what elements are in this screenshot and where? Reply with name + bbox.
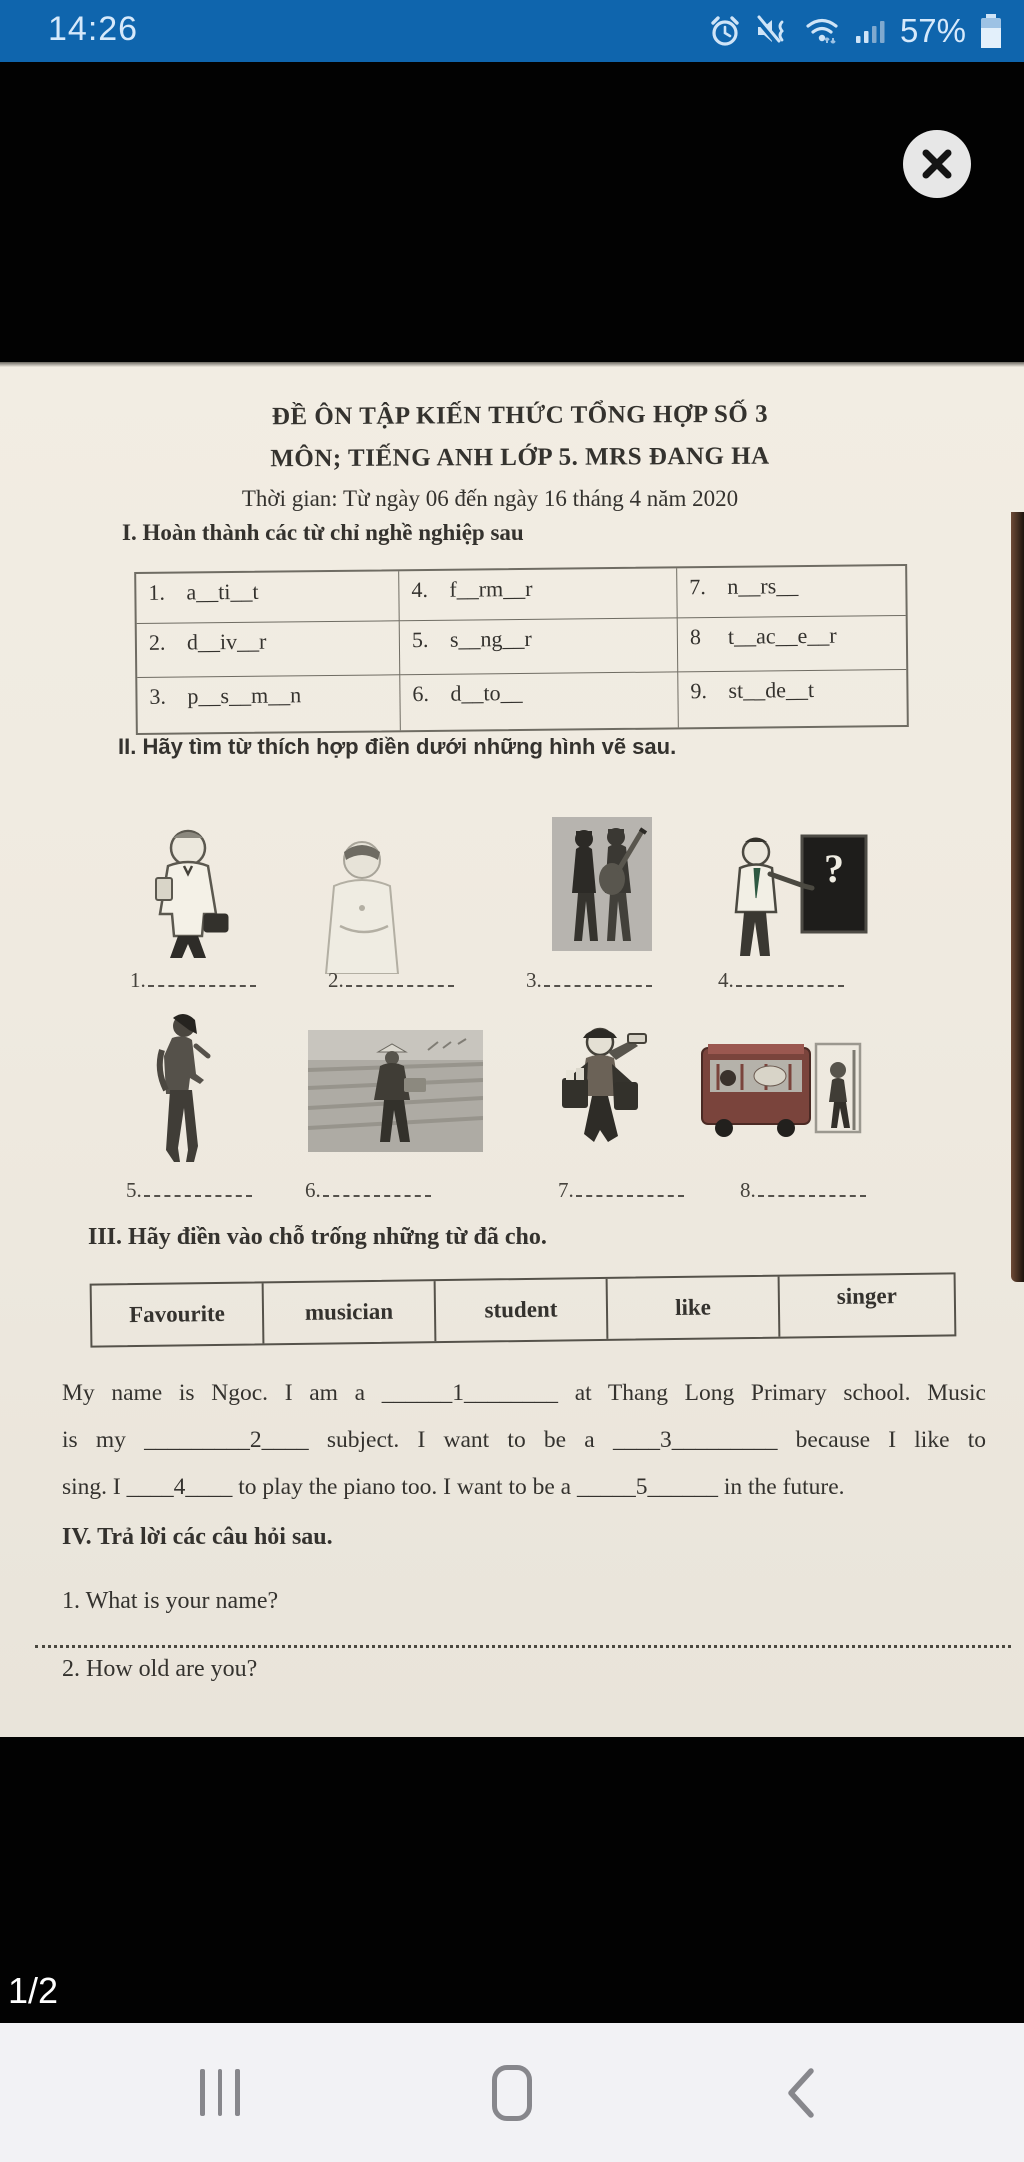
doc-time-line: Thời gian: Từ ngày 06 đến ngày 16 tháng 4 năm 2020 xyxy=(241,486,739,511)
musicians-image xyxy=(552,817,652,951)
photo-letterbox-top xyxy=(0,62,1024,362)
section1-heading: I. Hoàn thành các từ chỉ nghề nghiệp sau xyxy=(122,520,524,545)
picture-blank-3: 3. xyxy=(526,967,652,993)
question-1: 1. What is your name? xyxy=(62,1588,279,1614)
jobs-table xyxy=(134,564,909,735)
status-icons xyxy=(708,0,1004,62)
singer-image xyxy=(140,1010,220,1165)
picture-blank-1: 1. xyxy=(130,967,256,993)
word-bank-cell: student xyxy=(436,1279,609,1341)
battery-percent-text: 57% xyxy=(899,12,966,49)
picture-blank-4: 4. xyxy=(718,967,844,993)
doctor-image xyxy=(138,822,238,964)
home-icon xyxy=(492,2065,532,2121)
status-bar xyxy=(0,0,1024,62)
jobs-cell: 8 t__ac__e__r xyxy=(678,616,907,672)
postman-image xyxy=(548,1022,653,1147)
word-bank-table xyxy=(90,1272,957,1347)
bus-driver-image xyxy=(698,1040,863,1140)
close-button[interactable] xyxy=(903,130,971,198)
jobs-cell: 3. p__s__m__n xyxy=(137,675,401,733)
navigation-bar xyxy=(0,2023,1024,2162)
desk-edge xyxy=(1011,512,1024,1282)
answer-dotted-line xyxy=(35,1630,1011,1648)
recents-button[interactable] xyxy=(160,2023,280,2162)
page-indicator: 1/2 xyxy=(8,1970,59,2011)
teacher-blackboard-image xyxy=(728,830,870,962)
picture-blank-8: 8. xyxy=(740,1177,866,1203)
gap-fill-paragraph xyxy=(62,1370,986,1511)
jobs-cell: 7. n__rs__ xyxy=(677,566,906,618)
battery-icon xyxy=(978,12,1004,50)
doc-title-line2: MÔN; TIẾNG ANH LỚP 5. MRS ĐANG HA xyxy=(270,442,770,473)
doc-title-line1: ĐỀ ÔN TẬP KIẾN THỨC TỔNG HỢP SỐ 3 xyxy=(271,400,769,431)
paragraph-line: sing. I ____4____ to play the piano too. I want to be a _____5______ in the future. xyxy=(62,1474,845,1500)
picture-blank-7: 7. xyxy=(558,1177,684,1203)
document-photo[interactable] xyxy=(0,362,1024,1737)
back-chevron-icon xyxy=(783,2065,817,2121)
section3-heading: III. Hãy điền vào chỗ trống những từ đã cho. xyxy=(88,1224,547,1250)
nurse-image xyxy=(310,834,418,974)
word-bank-cell: musician xyxy=(264,1281,437,1343)
photo-letterbox-bottom xyxy=(0,1737,1024,2023)
picture-blank-6: 6. xyxy=(305,1177,431,1203)
jobs-cell: 4. f__rm__r xyxy=(399,568,678,621)
clock-text: 14:26 xyxy=(48,10,139,48)
jobs-cell: 2. d__iv__r xyxy=(137,621,401,678)
jobs-cell: 5. s__ng__r xyxy=(400,618,679,675)
alarm-icon xyxy=(708,14,742,48)
section2-heading: II. Hãy tìm từ thích hợp điền dưới những hình vẽ sau. xyxy=(118,734,677,759)
home-button[interactable] xyxy=(452,2023,572,2162)
close-icon xyxy=(918,145,956,183)
question-2: 2. How old are you? xyxy=(62,1656,258,1682)
picture-blank-2: 2. xyxy=(328,967,454,993)
back-button[interactable] xyxy=(740,2023,860,2162)
mute-vibrate-icon xyxy=(754,14,790,48)
jobs-cell: 6. d__to__ xyxy=(400,672,679,730)
farmer-field-image xyxy=(308,1030,483,1152)
signal-icon xyxy=(854,14,888,48)
picture-blank-5: 5. xyxy=(126,1177,252,1203)
word-bank-cell: Favourite xyxy=(92,1283,265,1345)
jobs-cell: 9. st__de__t xyxy=(690,676,815,704)
svg-text:?: ? xyxy=(824,846,844,891)
word-bank-cell: like xyxy=(608,1277,781,1339)
word-bank-cell: singer xyxy=(836,1283,898,1309)
wifi-icon xyxy=(802,14,842,48)
jobs-cell: 1. a__ti__t xyxy=(136,571,400,624)
paragraph-line: is my _________2____ subject. I want to be a ____3_________ because I like to xyxy=(62,1427,986,1453)
recents-icon xyxy=(200,2069,240,2116)
section4-heading: IV. Trả lời các câu hỏi sau. xyxy=(62,1524,333,1550)
paragraph-line: My name is Ngoc. I am a ______1________ at Thang Long Primary school. Music xyxy=(62,1380,986,1406)
